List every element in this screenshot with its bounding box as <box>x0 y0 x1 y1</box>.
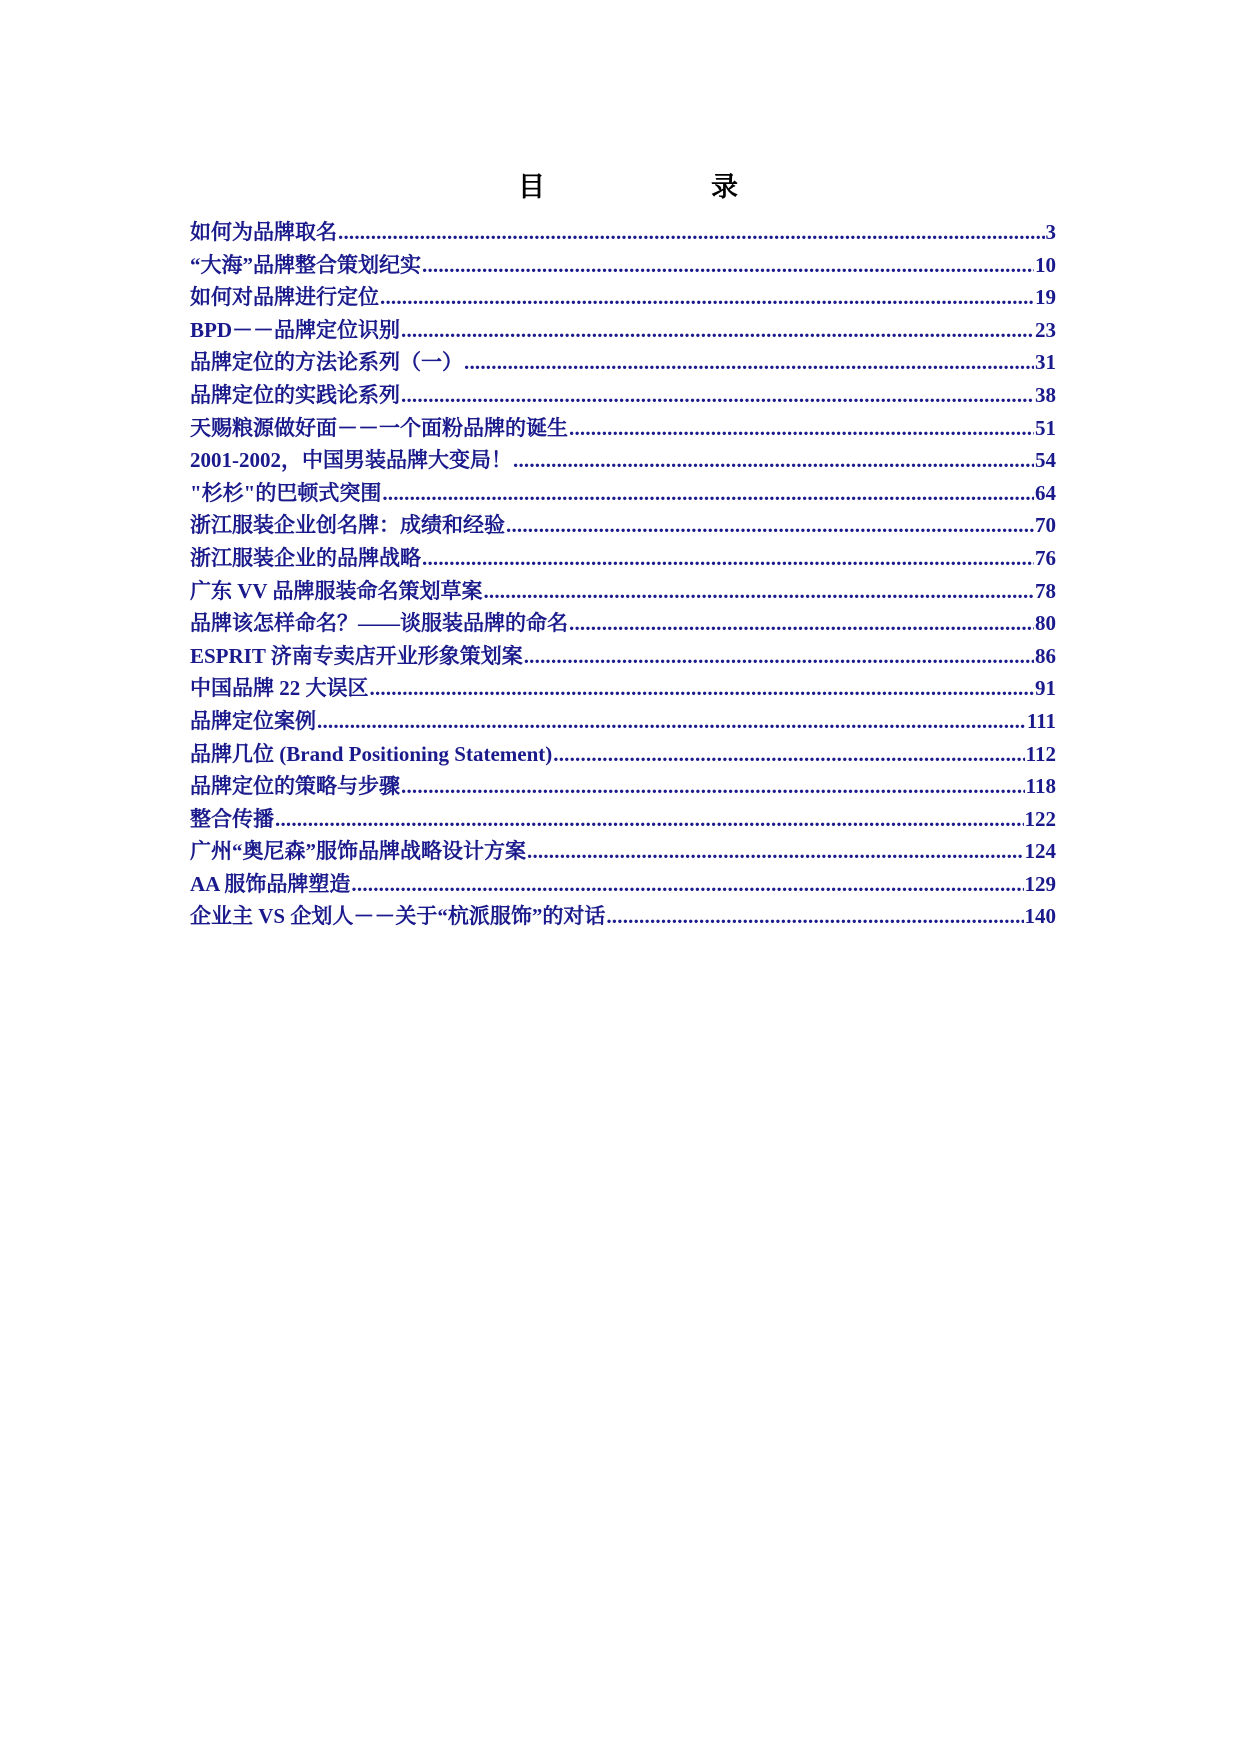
toc-entry[interactable] <box>190 216 1056 249</box>
toc-entry[interactable] <box>190 509 1056 542</box>
toc-page-number: 64 <box>1035 480 1056 505</box>
toc-entry[interactable] <box>190 412 1056 445</box>
toc-heading-char-1: 目 <box>518 171 545 203</box>
toc-entry-title: 品牌定位的方法论系列（一） <box>190 350 463 375</box>
toc-dot-leader <box>506 509 1034 542</box>
toc-entry-title: 如何为品牌取名 <box>190 220 337 244</box>
toc-entry-title: 品牌定位案例 <box>190 708 316 733</box>
toc-entry-title: 品牌几位 (Brand Positioning Statement) <box>190 741 553 766</box>
toc-entry-title: 整合传播 <box>190 806 274 831</box>
toc-dot-leader <box>524 640 1034 673</box>
toc-entry[interactable] <box>190 738 1056 771</box>
toc-entry[interactable] <box>190 575 1056 608</box>
toc-entry[interactable] <box>190 477 1056 510</box>
toc-dot-leader <box>422 542 1034 575</box>
toc-dot-leader <box>382 477 1034 510</box>
toc-entry[interactable] <box>190 281 1056 314</box>
toc-dot-leader <box>569 607 1034 640</box>
toc-page-number: 122 <box>1024 806 1056 831</box>
toc-page-number: 86 <box>1035 643 1056 668</box>
toc-entry-title: AA 服饰品牌塑造 <box>190 871 351 896</box>
toc-entry-title: 企业主 VS 企划人－－关于“杭派服饰”的对话 <box>190 904 606 929</box>
toc-entry-title: 天赐粮源做好面－－一个面粉品牌的诞生 <box>190 415 568 440</box>
toc-page-number: 23 <box>1035 317 1056 342</box>
toc-entry[interactable] <box>190 835 1056 868</box>
toc-dot-leader <box>553 738 1024 771</box>
toc-page-number: 78 <box>1035 578 1056 603</box>
toc-entry[interactable] <box>190 640 1056 673</box>
toc-page-number: 118 <box>1025 774 1056 799</box>
toc-page-number: 38 <box>1035 382 1056 407</box>
toc-dot-leader <box>606 900 1023 933</box>
toc-page-number: 111 <box>1026 708 1056 733</box>
toc-list <box>190 216 1056 933</box>
toc-entry-title: 品牌定位的实践论系列 <box>190 382 400 407</box>
toc-entry[interactable] <box>190 607 1056 640</box>
toc-page-number: 112 <box>1025 741 1056 766</box>
toc-page-number: 51 <box>1035 415 1056 440</box>
toc-entry-title: "杉杉"的巴顿式突围 <box>190 480 382 505</box>
toc-page-number: 54 <box>1035 448 1056 473</box>
toc-entry[interactable] <box>190 314 1056 347</box>
toc-heading-char-2: 录 <box>711 171 738 203</box>
toc-entry-title: 2001-2002，中国男装品牌大变局！ <box>190 448 512 473</box>
toc-entry[interactable] <box>190 249 1056 282</box>
toc-entry[interactable] <box>190 803 1056 836</box>
toc-page-number: 10 <box>1035 252 1056 277</box>
toc-entry[interactable] <box>190 444 1056 477</box>
toc-entry[interactable] <box>190 868 1056 901</box>
toc-page-number: 19 <box>1035 285 1056 310</box>
toc-entry[interactable] <box>190 705 1056 738</box>
toc-page-number: 124 <box>1024 839 1056 864</box>
toc-entry-title: 浙江服装企业创名牌：成绩和经验 <box>190 513 505 538</box>
toc-dot-leader <box>422 249 1034 282</box>
toc-dot-leader <box>513 444 1034 477</box>
toc-entry[interactable] <box>190 346 1056 379</box>
toc-page-number: 3 <box>1045 220 1056 244</box>
toc-entry[interactable] <box>190 770 1056 803</box>
toc-page-number: 91 <box>1035 676 1056 701</box>
toc-dot-leader <box>401 770 1025 803</box>
toc-page-number: 80 <box>1035 611 1056 636</box>
toc-dot-leader <box>483 575 1034 608</box>
toc-dot-leader <box>370 672 1035 705</box>
toc-dot-leader <box>275 803 1024 836</box>
toc-entry-title: 广州“奥尼森”服饰品牌战略设计方案 <box>190 839 526 864</box>
toc-page-number: 76 <box>1035 545 1056 570</box>
toc-entry-title: ESPRIT 济南专卖店开业形象策划案 <box>190 643 523 668</box>
toc-entry-title: 如何对品牌进行定位 <box>190 285 379 310</box>
toc-entry[interactable] <box>190 542 1056 575</box>
toc-entry-title: 中国品牌 22 大误区 <box>190 676 369 701</box>
toc-entry-title: “大海”品牌整合策划纪实 <box>190 252 421 277</box>
toc-entry-title: 品牌该怎样命名？——谈服装品牌的命名 <box>190 611 568 636</box>
toc-dot-leader <box>338 216 1045 249</box>
toc-dot-leader <box>317 705 1026 738</box>
toc-dot-leader <box>527 835 1024 868</box>
toc-entry-title: BPD－－品牌定位识别 <box>190 317 400 342</box>
toc-dot-leader <box>464 346 1034 379</box>
toc-entry[interactable] <box>190 900 1056 933</box>
toc-page-number: 140 <box>1024 904 1056 929</box>
toc-page-number: 31 <box>1035 350 1056 375</box>
toc-entry-title: 品牌定位的策略与步骤 <box>190 774 400 799</box>
toc-entry-title: 浙江服装企业的品牌战略 <box>190 545 421 570</box>
toc-heading <box>518 164 738 204</box>
toc-dot-leader <box>380 281 1034 314</box>
toc-dot-leader <box>569 412 1034 445</box>
toc-entry[interactable] <box>190 379 1056 412</box>
toc-dot-leader <box>351 868 1023 901</box>
toc-entry-title: 广东 VV 品牌服装命名策划草案 <box>190 578 483 603</box>
toc-dot-leader <box>401 379 1034 412</box>
toc-page-number: 70 <box>1035 513 1056 538</box>
toc-dot-leader <box>401 314 1034 347</box>
toc-entry[interactable] <box>190 672 1056 705</box>
toc-page-number: 129 <box>1024 871 1056 896</box>
